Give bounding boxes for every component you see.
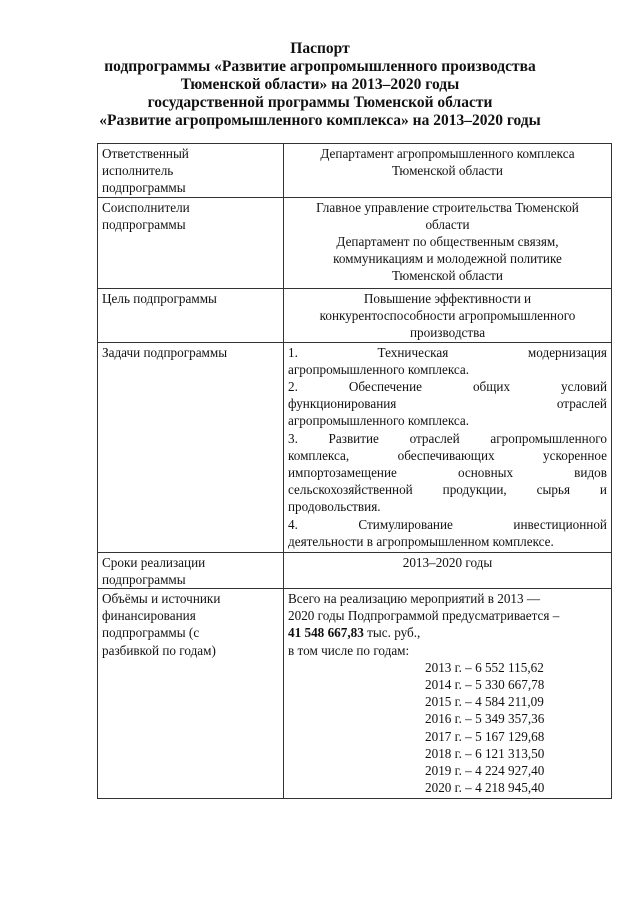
task-line: импортозамещение основных видов xyxy=(288,465,607,481)
row-co-executors xyxy=(98,197,612,288)
year-amount: 2020 г. – 4 218 945,40 xyxy=(425,780,545,796)
title-line: Паспорт xyxy=(290,40,350,57)
value-period: 2013–2020 годы xyxy=(284,552,612,588)
task-line: 4. Стимулирование инвестиционной xyxy=(288,516,607,532)
row-goal xyxy=(98,288,612,342)
task-line: 2. Обеспечение общих условий xyxy=(288,379,607,395)
funding-total-line xyxy=(288,624,607,641)
task-line: деятельности в агропромышленном комплексе. xyxy=(288,533,554,549)
task-line: 1. Техническая модернизация xyxy=(288,344,607,360)
label-co-executors: Соисполнители подпрограммы xyxy=(98,197,284,288)
title-line: Тюменской области» на 2013–2020 годы xyxy=(180,76,460,93)
year-amount: 2016 г. – 5 349 357,36 xyxy=(425,711,545,727)
year-amount: 2019 г. – 4 224 927,40 xyxy=(425,763,545,779)
value-executor: Департамент агропромышленного комплекса Тюменской области xyxy=(284,144,612,198)
year-amount: 2014 г. – 5 330 667,78 xyxy=(425,677,545,693)
year-amount: 2013 г. – 6 552 115,62 xyxy=(425,659,544,675)
row-tasks xyxy=(98,342,612,552)
task-line: агропромышленного комплекса. xyxy=(288,361,470,377)
row-funding xyxy=(98,589,612,799)
document-title xyxy=(60,40,580,130)
task-line: комплекса, обеспечивающих ускоренное xyxy=(288,447,607,463)
funding-years-list xyxy=(288,659,607,797)
year-amount: 2018 г. – 6 121 313,50 xyxy=(425,745,545,761)
label-tasks: Задачи подпрограммы xyxy=(98,342,284,552)
title-line: государственной программы Тюменской области xyxy=(147,94,493,111)
funding-by-years: в том числе по годам: xyxy=(288,642,410,658)
row-period xyxy=(98,552,612,588)
label-goal: Цель подпрограммы xyxy=(98,288,284,342)
year-amount: 2017 г. – 5 167 129,68 xyxy=(425,728,545,744)
label-executor: Ответственный исполнитель подпрограммы xyxy=(98,144,284,198)
year-amount: 2015 г. – 4 584 211,09 xyxy=(425,694,544,710)
passport-table xyxy=(97,143,612,799)
funding-total: 41 548 667,83 xyxy=(288,625,364,641)
funding-intro: 2020 годы Подпрограммой предусматривается – xyxy=(288,608,560,624)
value-tasks xyxy=(284,342,612,552)
value-funding xyxy=(284,589,612,799)
row-executor xyxy=(98,144,612,198)
title-line: подпрограммы «Развитие агропромышленного производства xyxy=(104,58,536,75)
value-co-executors: Главное управление строительства Тюменской области Департамент по общественным связям, коммуникациям и молодежной политике Тюменской области xyxy=(284,197,612,288)
value-goal: Повышение эффективности и конкурентоспособности агропромышленного производства xyxy=(284,288,612,342)
task-line: функционирования отраслей xyxy=(288,396,607,412)
title-line: «Развитие агропромышленного комплекса» на 2013–2020 годы xyxy=(99,112,541,129)
task-line: продовольствия. xyxy=(288,499,381,515)
label-funding: Объёмы и источники финансирования подпрограммы (с разбивкой по годам) xyxy=(98,589,284,799)
funding-total-suffix: тыс. руб., xyxy=(363,625,421,641)
task-line: сельскохозяйственной продукции, сырья и xyxy=(288,482,607,498)
label-period: Сроки реализации подпрограммы xyxy=(98,552,284,588)
funding-intro: Всего на реализацию мероприятий в 2013 — xyxy=(288,591,541,607)
task-line: агропромышленного комплекса. xyxy=(288,413,470,429)
task-line: 3. Развитие отраслей агропромышленного xyxy=(288,430,607,446)
